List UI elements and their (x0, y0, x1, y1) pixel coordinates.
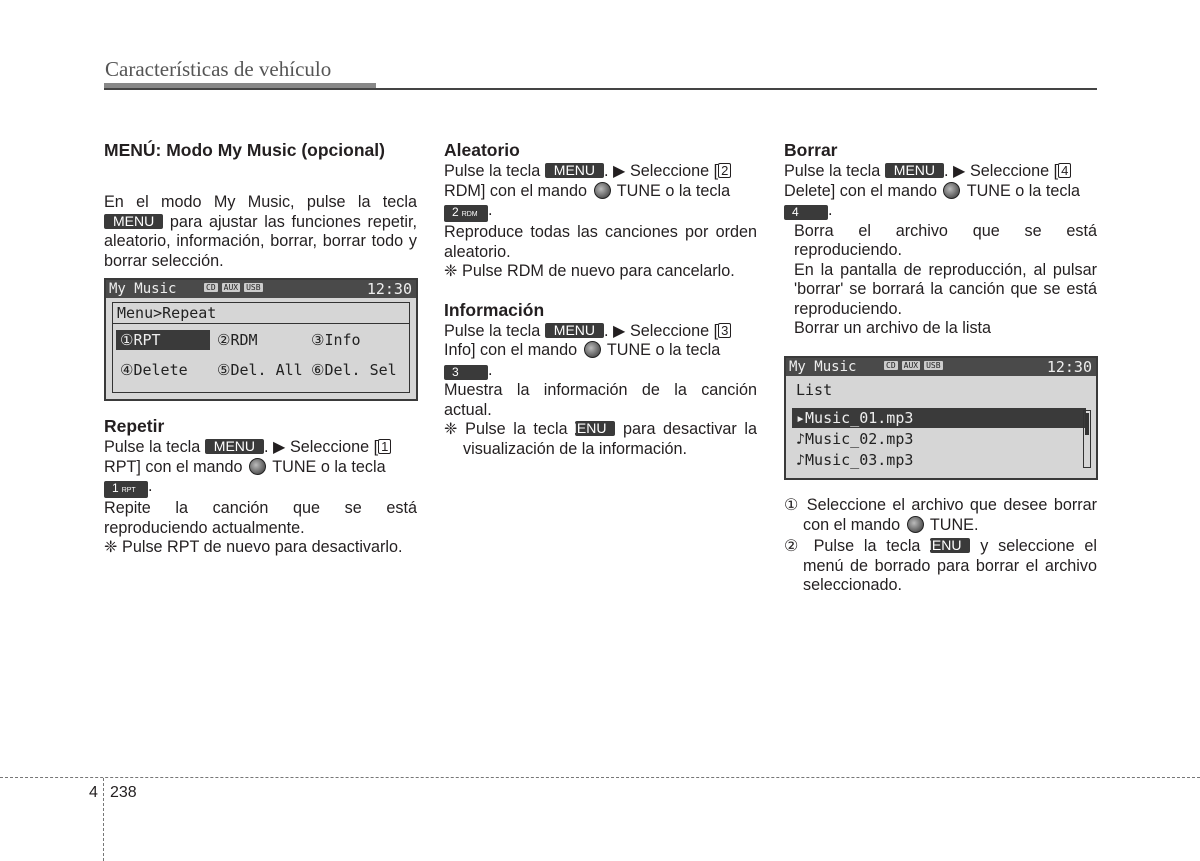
repeat-text: RPT] con el mando (104, 457, 248, 476)
preset-key-3: 3 (444, 365, 488, 380)
usb-tag: USB (926, 361, 941, 370)
info-text: TUNE o la tecla (602, 341, 721, 359)
lcd-item-delete: ④Delete (120, 361, 188, 379)
option-number-box: 4 (1058, 163, 1071, 178)
delete-text: TUNE o la tecla (962, 181, 1081, 200)
chapter-number: 4 (89, 784, 98, 801)
info-note-text: ❈ Pulse la tecla (444, 420, 576, 438)
info-text: . ▶ Seleccione [ (604, 321, 719, 340)
page-number: 238 (110, 784, 137, 801)
page-header-title: Características de vehículo (105, 57, 332, 81)
menu-key: MENU (545, 323, 604, 338)
step-text: TUNE. (925, 515, 979, 534)
delete-text: . ▶ Seleccione [ (944, 162, 1059, 180)
cd-tag: CD (206, 283, 216, 292)
lcd-item-info: ③Info (311, 331, 361, 349)
tune-knob-icon (584, 341, 601, 358)
menu-key: MENU (575, 421, 615, 436)
random-text: Pulse la tecla (444, 162, 545, 180)
info-instruction: Pulse la tecla MENU . ▶ Seleccione [ 3 Info] con el mando TUNE o la tecla 3 . (444, 322, 757, 381)
intro-paragraph (104, 193, 417, 271)
intro-text-cont: para ajustar las funciones repetir, aleatorio, información, borrar, borrar todo y borrar selección. (104, 212, 417, 270)
tune-knob-icon (249, 458, 266, 475)
lcd-scroll-thumb (1085, 413, 1089, 435)
aux-tag: AUX (903, 361, 919, 370)
random-text: TUNE o la tecla (612, 181, 731, 200)
preset-key-1: 1 RPT (104, 481, 148, 498)
step-text: y seleccione el menú de borrado para borrar el archivo seleccionado. (803, 537, 1097, 594)
random-text: RDM] con el mando (444, 181, 592, 200)
info-text: Info] con el mando (444, 341, 582, 359)
lcd-menu-grid (112, 323, 410, 393)
footer-divider (103, 778, 104, 861)
lcd-repeat-menu (104, 278, 418, 401)
repeat-note: ❈ Pulse RPT de nuevo para desactivarlo. (104, 538, 403, 556)
repeat-text: TUNE o la tecla (268, 457, 386, 476)
cd-tag: CD (886, 361, 896, 370)
info-note (444, 420, 757, 459)
menu-key: MENU (930, 538, 970, 553)
menu-key: MENU (885, 163, 944, 178)
lcd-title: My Music (789, 359, 857, 375)
repeat-description: Repite la canción que se está reproduciendo actualmente. (104, 499, 417, 537)
delete-para-3: Borrar un archivo de la lista (794, 319, 992, 337)
aux-tag: AUX (223, 283, 239, 292)
menu-key: MENU (205, 439, 264, 454)
section-heading-random: Aleatorio (444, 140, 520, 160)
delete-step-2 (784, 537, 1097, 596)
lcd-item-rdm: ②RDM (217, 331, 258, 349)
intro-text: En el modo My Music, pulse la tecla (104, 193, 417, 211)
lcd-file-row: ♪Music_02.mp3 (796, 430, 914, 448)
column-1 (104, 138, 417, 271)
column-2 (444, 138, 757, 459)
delete-para-2: En la pantalla de reproducción, al pulsar 'borrar' se borrará la canción que se está reproduciendo. (794, 260, 1097, 318)
repeat-instruction: Pulse la tecla MENU . ▶ Seleccione [ 1 RPT] con el mando TUNE o la tecla 1 RPT . (104, 438, 417, 498)
section-heading-menu: MENÚ: Modo My Music (opcional) (104, 140, 385, 160)
delete-para-1: Borra el archivo que se está reproduciendo. (794, 221, 1097, 259)
lcd-item-del-all: ⑤Del. All (217, 361, 303, 379)
random-description: Reproduce todas las canciones por orden aleatorio. (444, 223, 757, 261)
delete-text: Pulse la tecla (784, 162, 885, 180)
random-text: . ▶ Seleccione [ (604, 162, 719, 180)
lcd-item-del-sel: ⑥Del. Sel (311, 361, 397, 379)
column-3 (784, 138, 1097, 339)
repeat-text: . ▶ Seleccione [ (264, 438, 379, 456)
section-heading-delete: Borrar (784, 140, 838, 160)
preset-key-4: 4 (784, 205, 828, 220)
lcd-file-row: ▸Music_01.mp3 (792, 408, 1086, 428)
info-text: Pulse la tecla (444, 321, 545, 340)
lcd-source-tags (884, 361, 947, 370)
section-heading-info: Información (444, 299, 545, 320)
lcd-clock: 12:30 (366, 280, 412, 298)
delete-step-1 (784, 496, 1097, 535)
lcd-scrollbar (1083, 410, 1091, 468)
random-note: ❈ Pulse RDM de nuevo para cancelarlo. (444, 262, 735, 280)
lcd-file-row: ♪Music_03.mp3 (796, 451, 914, 469)
usb-tag: USB (246, 283, 261, 292)
info-description: Muestra la información de la canción actual. (444, 381, 757, 419)
lcd-file-list (784, 356, 1098, 480)
lcd-list-title: List (796, 381, 833, 399)
column-1-repeat (104, 414, 417, 558)
lcd-topbar (786, 358, 1096, 376)
column-3-steps (784, 496, 1097, 596)
tune-knob-icon (907, 516, 924, 533)
info-note-text: para desactivar la visualización de la información. (463, 420, 757, 458)
lcd-topbar (106, 280, 416, 298)
random-instruction: Pulse la tecla MENU . ▶ Seleccione [ 2 RDM] con el mando TUNE o la tecla 2 RDM . (444, 162, 757, 222)
delete-text: Delete] con el mando (784, 181, 942, 200)
option-number-box: 2 (718, 163, 731, 178)
delete-instruction: Pulse la tecla MENU . ▶ Seleccione [ 4 Delete] con el mando TUNE o la tecla 4 . (784, 162, 1081, 219)
step-text: ② Pulse la tecla (784, 537, 931, 555)
tune-knob-icon (943, 182, 960, 199)
menu-key: MENU (545, 163, 604, 178)
option-number-box: 3 (718, 323, 731, 338)
preset-key-2: 2 RDM (444, 205, 488, 222)
lcd-source-tags (204, 283, 267, 292)
header-rule (104, 88, 1097, 90)
lcd-title: My Music (109, 281, 177, 297)
lcd-item-rpt: ①RPT (116, 330, 210, 350)
step-text: ① Seleccione el archivo que desee borrar con el mando (784, 496, 1097, 534)
option-number-box: 1 (378, 439, 391, 454)
repeat-text: Pulse la tecla (104, 438, 205, 456)
tune-knob-icon (594, 182, 611, 199)
lcd-menu-title: Menu>Repeat (112, 302, 410, 323)
lcd-clock: 12:30 (1046, 358, 1092, 376)
menu-key: MENU (104, 214, 163, 229)
section-heading-repeat: Repetir (104, 416, 165, 436)
footer-rule (0, 777, 1200, 778)
